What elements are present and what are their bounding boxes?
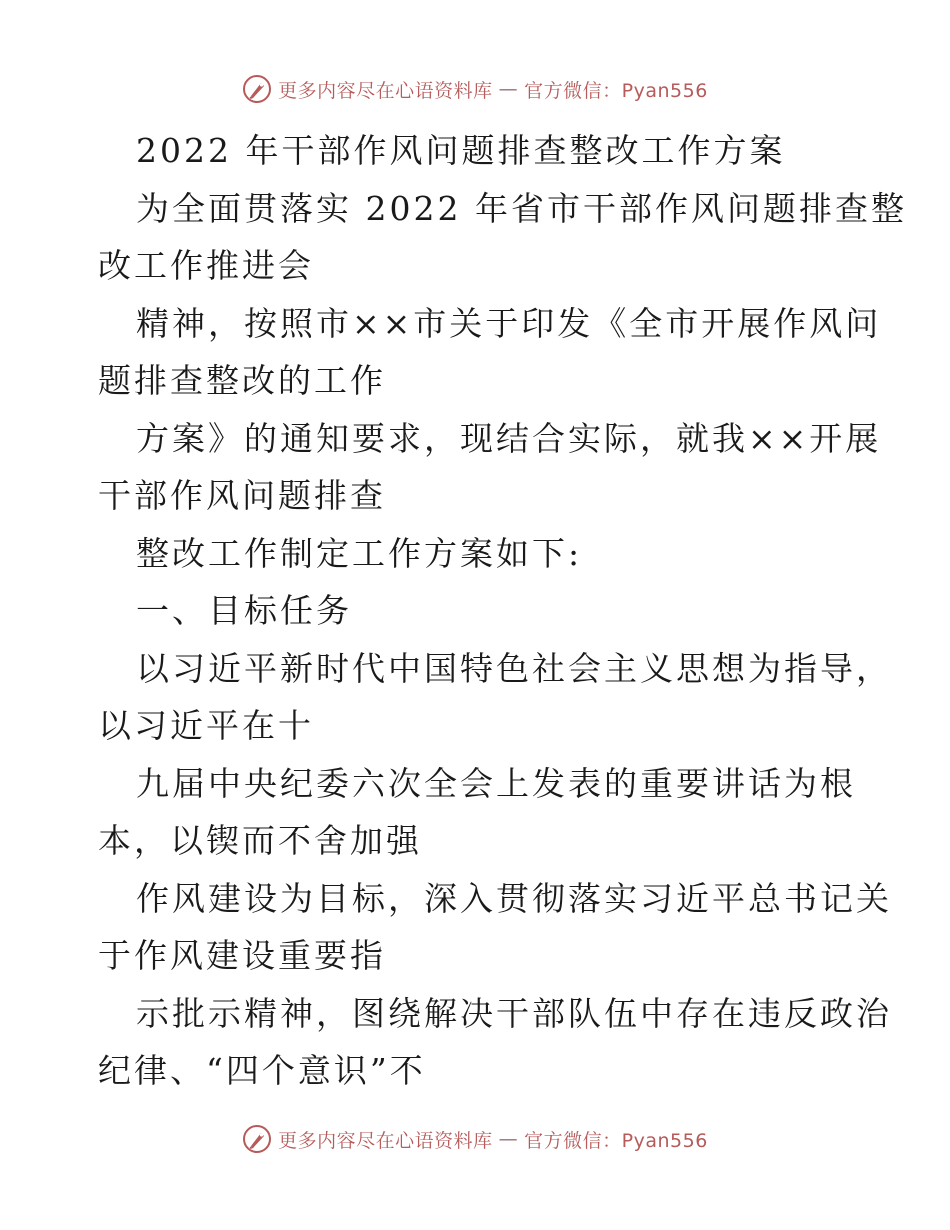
paragraph-line: 整改工作制定工作方案如下: (136, 533, 583, 573)
watermark-text: 更多内容尽在心语资料库 (278, 1129, 493, 1152)
paragraph-line: 示批示精神，图绕解决干部队伍中存在违反政治 (136, 993, 892, 1033)
pen-nib-icon (242, 74, 272, 104)
paragraph-line: 于作风建设重要指 (98, 936, 386, 975)
paragraph-line: 九届中央纪委六次全会上发表的重要讲话为根 (136, 763, 856, 803)
watermark-contact: 官方微信：Pyan556 (524, 79, 708, 102)
section-heading: 一、目标任务 (136, 591, 352, 630)
paragraph-line: 作风建设为目标，深入贯彻落实习近平总书记关 (136, 878, 892, 918)
paragraph-line: 为全面贯落实 2022 年省市干部作风问题排查整 (136, 188, 907, 228)
paragraph-line: 精神，按照市××市关于印发《全市开展作风问 (136, 303, 882, 343)
paragraph-line: 以习近平在十 (98, 706, 314, 745)
document-body (98, 122, 907, 1100)
watermark-contact: 官方微信：Pyan556 (524, 1129, 708, 1152)
paragraph-line: 本，以锲而不舍加强 (98, 821, 422, 860)
paragraph-line: 改工作推进会 (98, 246, 314, 285)
watermark-separator: — (498, 1128, 519, 1150)
document-title: 2022 年干部作风问题排查整改工作方案 (136, 131, 786, 170)
paragraph-line: 干部作风问题排查 (98, 476, 386, 515)
paragraph-line: 方案》的通知要求，现结合实际，就我××开展 (136, 418, 882, 458)
pen-nib-icon (242, 1124, 272, 1154)
paragraph-line: 以习近平新时代中国特色社会主义思想为指导， (136, 648, 892, 688)
paragraph-line: 题排查整改的工作 (98, 361, 386, 400)
paragraph-line: 纪律、“四个意识”不 (98, 1051, 426, 1090)
watermark-separator: — (498, 78, 519, 100)
watermark-text: 更多内容尽在心语资料库 (278, 79, 493, 102)
header-watermark (0, 74, 950, 104)
footer-watermark (0, 1124, 950, 1154)
